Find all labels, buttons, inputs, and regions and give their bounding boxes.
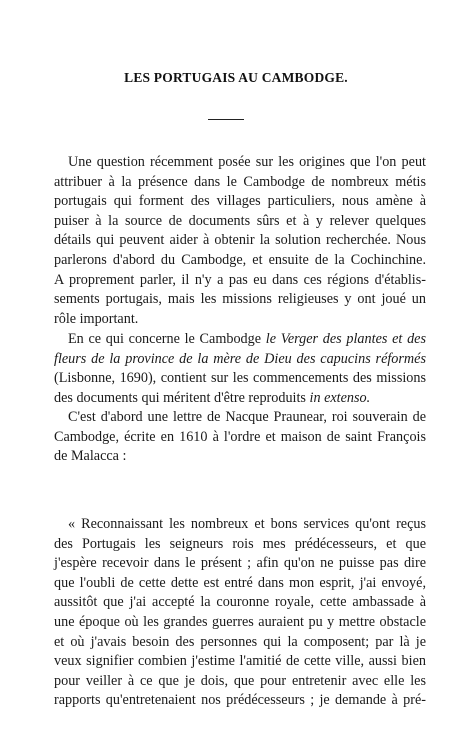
text-line: détails qui peuvent aider à obtenir la solution recherchée. Nous bbox=[54, 232, 426, 249]
title-rule bbox=[208, 119, 244, 120]
text-line bbox=[54, 330, 426, 350]
book-title-italic: fleurs de la province de la mère de Dieu des capucins réformés bbox=[54, 350, 426, 367]
text-line: sements portugais, mais les missions religieuses y ont joué un bbox=[54, 291, 426, 308]
latin-italic: in extenso. bbox=[309, 389, 371, 406]
book-title-italic: le Verger des plantes et des bbox=[265, 331, 426, 347]
text-line: des Portugais les seigneurs rois mes prédécesseurs, et que bbox=[54, 535, 426, 552]
text-line: pour veiller à ce que je dois, que pour entretenir avec elle les bbox=[54, 672, 426, 689]
text-line: et où j'avais besoin des personnes qui la composent; par là je bbox=[54, 633, 426, 650]
text-line: rôle important. bbox=[54, 310, 139, 327]
text-line: de Malacca : bbox=[54, 448, 127, 465]
paragraph-2 bbox=[54, 330, 426, 408]
text-line: portugais qui forment des villages particuliers, nous amène à bbox=[54, 193, 426, 210]
text-line: aussitôt que j'ai accepté la couronne royale, cette ambassade à bbox=[54, 594, 426, 611]
text-line: attribuer à la présence dans le Cambodge de nombreux métis bbox=[54, 173, 426, 190]
text-line: A proprement parler, il n'y a pas eu dans ces régions d'établis- bbox=[54, 271, 426, 288]
paragraph-4 bbox=[54, 515, 426, 711]
text-line: C'est d'abord une lettre de Nacque Praunear, roi souverain de bbox=[68, 409, 426, 425]
text-span: En ce qui concerne le Cambodge bbox=[68, 331, 266, 347]
text-line: veux signifier combien j'estime l'amitié de cette ville, aussi bien bbox=[54, 653, 426, 670]
paragraph-1 bbox=[54, 153, 426, 329]
text-line bbox=[54, 389, 426, 409]
text-line: puiser à la source de documents sûrs et à y relever quelques bbox=[54, 212, 426, 229]
text-line: Cambodge, écrite en 1610 à l'ordre et maison de saint François bbox=[54, 428, 426, 445]
text-line: rapports qu'entretenaient nos prédécesseurs ; je demande à pré- bbox=[54, 692, 426, 709]
text-line: (Lisbonne, 1690), contient sur les commencements des missions bbox=[54, 370, 426, 387]
text-line: Une question récemment posée sur les origines que l'on peut bbox=[68, 154, 426, 170]
text-line: parlerons d'abord du Cambodge, et ensuite de la Cochinchine. bbox=[54, 251, 426, 268]
text-line: « Reconnaissant les nombreux et bons services qu'ont reçus bbox=[68, 516, 426, 532]
text-line: une époque où les grandes guerres auraient pu y mettre obstacle bbox=[54, 613, 426, 630]
text-line: que l'oubli de cette dette est entré dans mon esprit, j'ai envoyé, bbox=[54, 574, 426, 591]
text-line: j'espère recevoir dans le présent ; afin qu'on ne puisse pas dire bbox=[54, 555, 426, 572]
text-span: des documents qui méritent d'être reproduits bbox=[54, 389, 310, 406]
paragraph-3 bbox=[54, 408, 426, 467]
chapter-title: LES PORTUGAIS AU CAMBODGE. bbox=[124, 70, 348, 85]
